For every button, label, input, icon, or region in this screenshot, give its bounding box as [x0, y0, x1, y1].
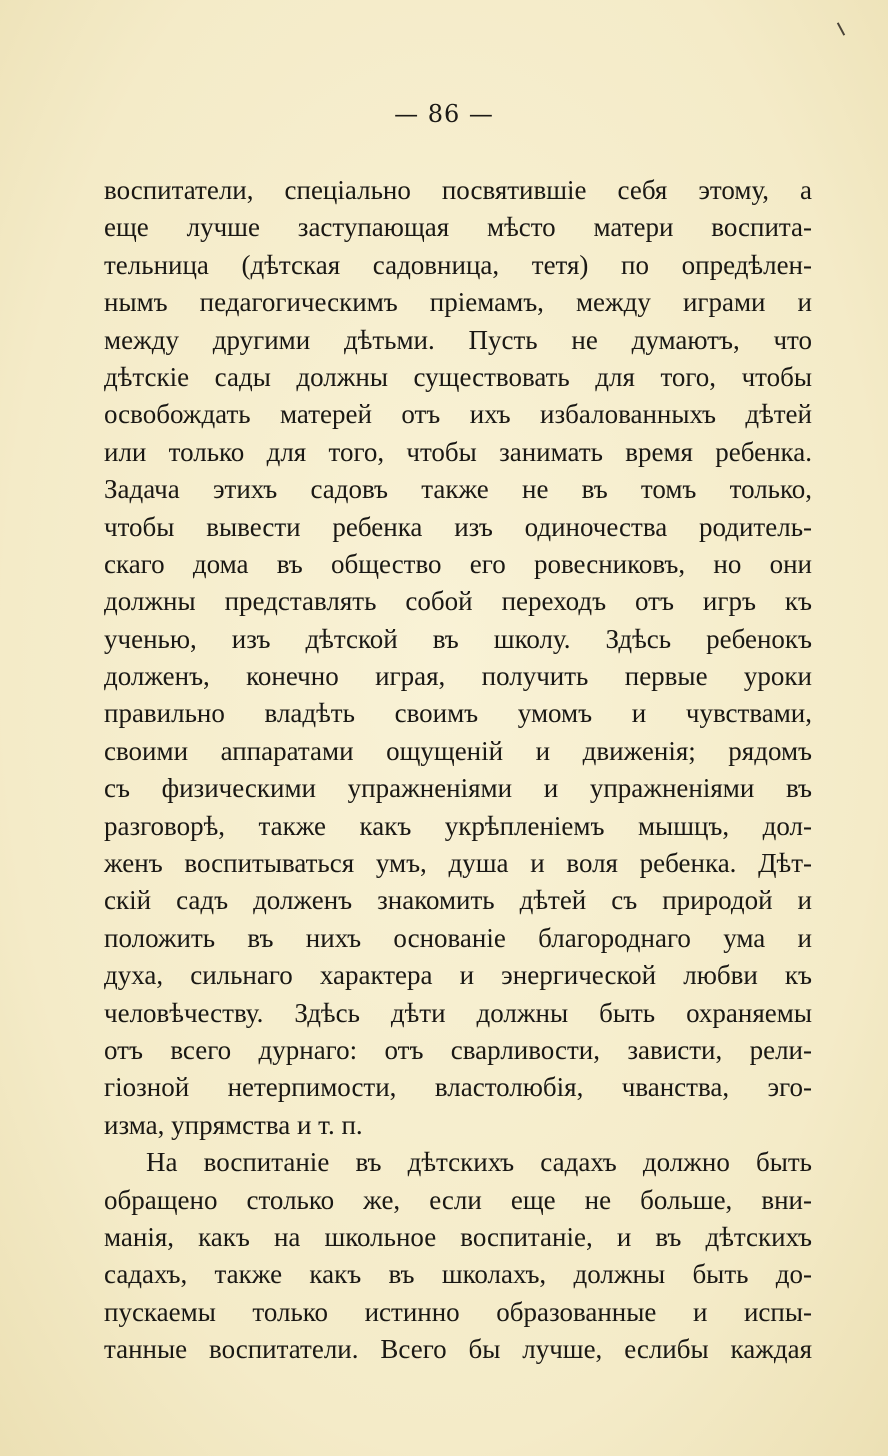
text-line: скій садъ долженъ знакомить дѣтей съ природой и	[104, 885, 812, 916]
page-number: — 86 —	[394, 100, 494, 128]
text-line: отъ всего дурнаго: отъ сварливости, зависти, рели-	[104, 1034, 812, 1065]
text-line: правильно владѣть своимъ умомъ и чувствами,	[104, 698, 812, 729]
text-line: еще лучше заступающая мѣсто матери воспита-	[104, 212, 812, 243]
text-line: манія, какъ на школьное воспитаніе, и въ дѣтскихъ	[104, 1221, 812, 1252]
text-line: освобождать матерей отъ ихъ избалованныхъ дѣтей	[104, 399, 812, 430]
text-line: На воспитаніе въ дѣтскихъ садахъ должно быть	[146, 1147, 812, 1178]
body-text	[104, 172, 812, 1369]
text-line: между другими дѣтьми. Пусть не думаютъ, что	[104, 324, 812, 355]
text-line: гіозной нетерпимости, властолюбія, чванства, эго-	[104, 1072, 812, 1103]
text-line: человѣчеству. Здѣсь дѣти должны быть охраняемы	[104, 997, 812, 1028]
text-line: съ физическими упражненіями и упражненіями въ	[104, 773, 812, 804]
paragraph-1	[104, 172, 812, 1144]
text-line: разговорѣ, также какъ укрѣпленіемъ мышцъ, дол-	[104, 810, 812, 841]
text-line: садахъ, также какъ въ школахъ, должны быть до-	[104, 1259, 812, 1290]
text-line: изма, упрямства и т. п.	[104, 1109, 363, 1140]
text-line: тельница (дѣтская садовница, тетя) по опредѣлен-	[104, 249, 812, 280]
text-line: пускаемы только истинно образованные и испы-	[104, 1296, 812, 1327]
text-line: Задача этихъ садовъ также не въ томъ только,	[104, 474, 812, 505]
text-line: или только для того, чтобы занимать время ребенка.	[104, 436, 812, 467]
text-line: чтобы вывести ребенка изъ одиночества родитель-	[104, 511, 812, 542]
text-line: обращено столько же, если еще не больше, вни-	[104, 1184, 812, 1215]
corner-mark	[837, 22, 845, 35]
text-line: должны представлять собой переходъ отъ игръ къ	[104, 586, 812, 617]
text-line: ученью, изъ дѣтской въ школу. Здѣсь ребенокъ	[104, 623, 812, 654]
text-line: положить въ нихъ основаніе благороднаго ума и	[104, 922, 812, 953]
text-line: танные воспитатели. Всего бы лучше, еслибы каждая	[104, 1334, 812, 1365]
text-line: скаго дома въ общество его ровесниковъ, но они	[104, 548, 812, 579]
text-line: духа, сильнаго характера и энергической любви къ	[104, 960, 812, 991]
text-line: своими аппаратами ощущеній и движенія; рядомъ	[104, 735, 812, 766]
text-line: женъ воспитываться умъ, душа и воля ребенка. Дѣт-	[104, 848, 812, 879]
text-line: нымъ педагогическимъ пріемамъ, между играми и	[104, 287, 812, 318]
text-line: воспитатели, спеціально посвятившіе себя этому, а	[104, 175, 812, 205]
paragraph-2	[104, 1144, 812, 1368]
text-line: дѣтскіе сады должны существовать для того, чтобы	[104, 361, 812, 392]
text-line: долженъ, конечно играя, получить первые уроки	[104, 661, 812, 692]
